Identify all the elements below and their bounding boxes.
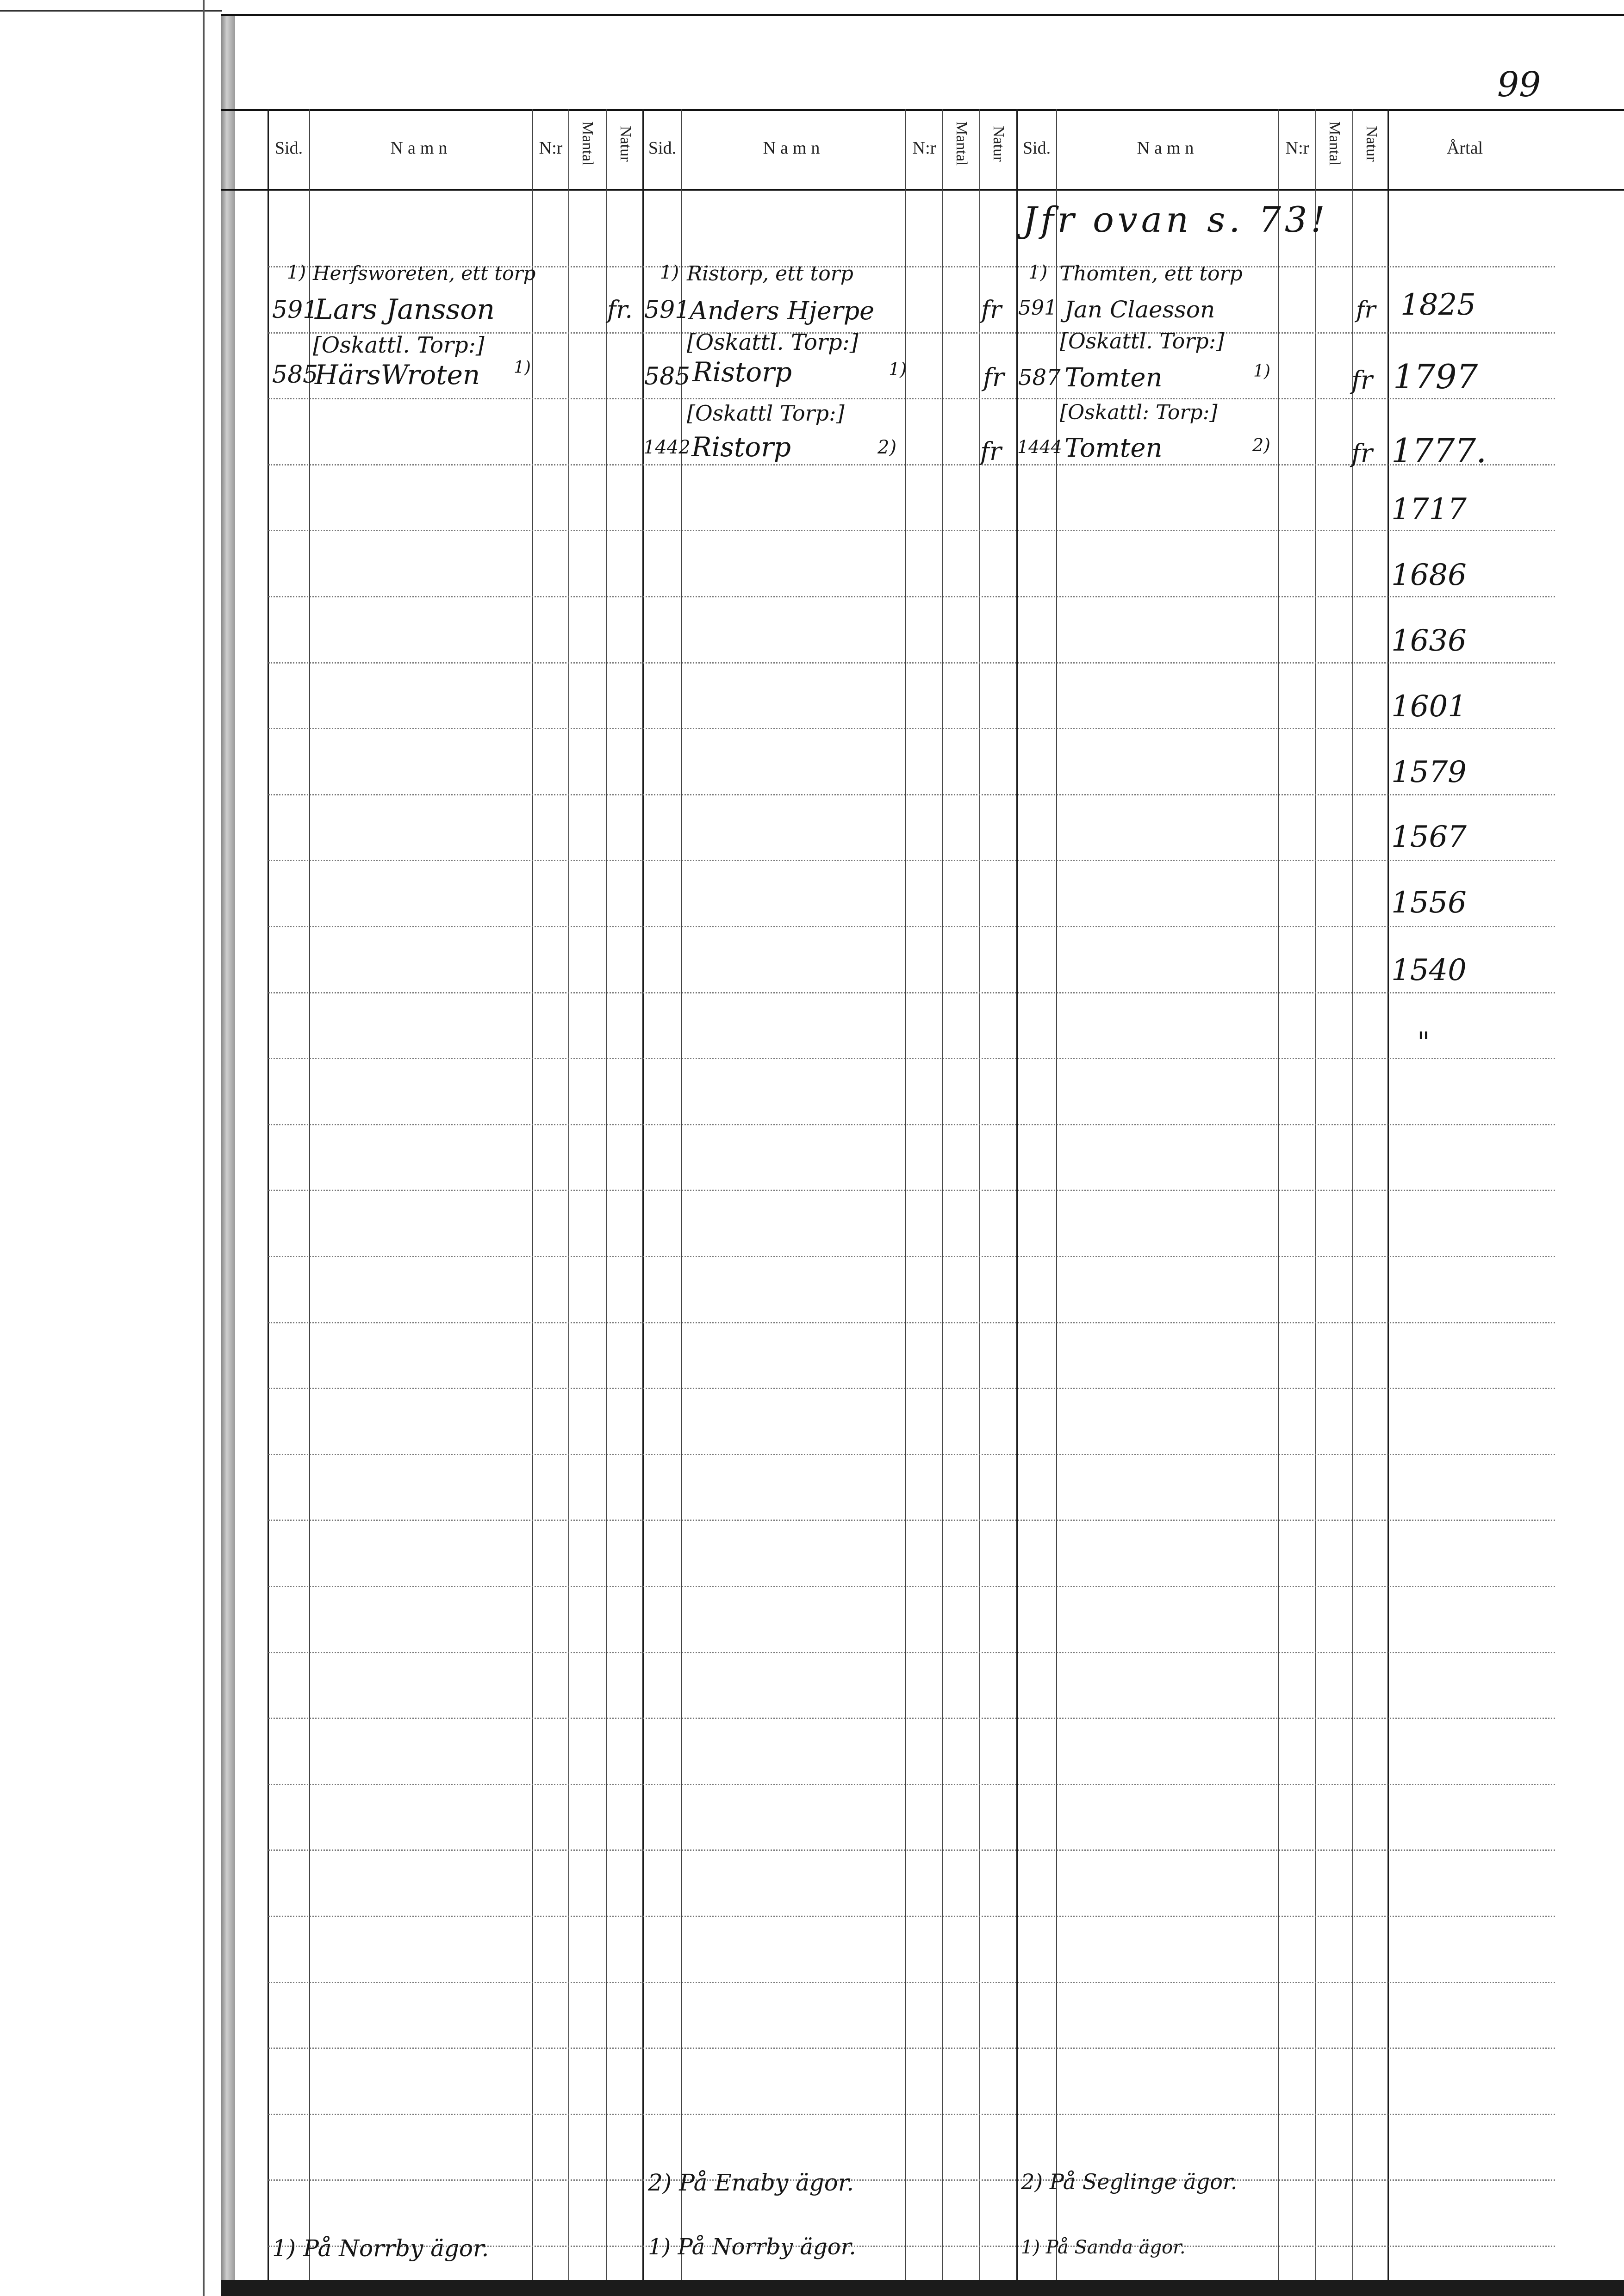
- year-1825: 1825: [1400, 288, 1476, 322]
- binding-strip: [221, 14, 235, 2281]
- g2-row6-sid: 1442: [643, 437, 691, 458]
- col-rule-nr1-left: [532, 109, 533, 2280]
- top-edge-line: [0, 10, 222, 12]
- row-guide-line: [268, 398, 1555, 399]
- header-nr-3: N:r: [1285, 138, 1309, 158]
- page-number: 99: [1497, 65, 1541, 105]
- row-guide-line: [268, 596, 1555, 597]
- g3-row1-sid: 1): [1028, 262, 1048, 283]
- g2-row1-namn: Ristorp, ett torp: [687, 262, 853, 285]
- row-guide-line: [268, 1190, 1555, 1191]
- header-sid-2: Sid.: [648, 138, 677, 158]
- g1-row4-sid: 585: [272, 361, 318, 389]
- row-guide-line: [268, 1849, 1555, 1851]
- g2-footnote-1: 1) På Norrby ägor.: [648, 2234, 856, 2260]
- row-guide-line: [268, 1652, 1555, 1653]
- row-guide-line: [268, 1586, 1555, 1587]
- row-guide-line: [268, 1916, 1555, 1917]
- g2-row4-namn: Ristorp: [692, 356, 792, 388]
- g3-row2-namn: Jan Claesson: [1064, 296, 1215, 323]
- g1-row1-sid: 1): [287, 262, 306, 283]
- g2-row2-natur: fr: [981, 296, 1002, 324]
- col-rule-mantal1-left: [568, 109, 569, 2280]
- header-namn-3: Namn: [1137, 138, 1199, 158]
- year-1636: 1636: [1391, 624, 1467, 658]
- year-1686: 1686: [1391, 558, 1467, 592]
- top-frame-line: [221, 14, 1624, 16]
- g3-row4-namn: Tomten: [1064, 363, 1163, 393]
- row-guide-line: [268, 1718, 1555, 1719]
- g2-row2-namn: Anders Hjerpe: [690, 296, 875, 325]
- g2-row6-namn: Ristorp: [691, 431, 791, 463]
- row-guide-line: [268, 1322, 1555, 1323]
- g2-row6-natur: fr: [980, 437, 1002, 466]
- col-rule-sid2-right: [681, 109, 682, 2280]
- g1-row3-namn: [Oskattl. Torp:]: [313, 332, 485, 358]
- g3-row6-sid: 1444: [1017, 437, 1062, 457]
- g1-row1-namn: Herfsworeten, ett torp: [313, 262, 536, 285]
- g3-row5-namn: [Oskattl: Torp:]: [1060, 401, 1218, 424]
- left-margin-line: [203, 0, 205, 2296]
- header-mantal-3: Mantal: [1326, 121, 1343, 166]
- g3-row1-namn: Thomten, ett torp: [1060, 262, 1243, 285]
- header-artal: Årtal: [1446, 138, 1483, 158]
- col-rule-nr3-left: [1278, 109, 1279, 2280]
- cross-reference-note: Jfr ovan s. 73!: [1023, 199, 1329, 240]
- row-guide-line: [268, 794, 1555, 795]
- year-1540: 1540: [1391, 953, 1467, 987]
- row-guide-line: [268, 1784, 1555, 1785]
- row-guide-line: [268, 1520, 1555, 1521]
- g2-row2-sid: 591: [644, 296, 691, 324]
- g1-row2-namn: Lars Jansson: [315, 293, 495, 326]
- g1-footnote: 1) På Norrby ägor.: [272, 2235, 489, 2262]
- header-top-rule: [221, 109, 1624, 111]
- g2-row1-sid: 1): [660, 262, 679, 283]
- row-guide-line: [268, 530, 1555, 531]
- g1-row2-natur: fr.: [607, 296, 633, 324]
- row-guide-line: [268, 926, 1555, 927]
- year-1717: 1717: [1391, 492, 1467, 527]
- header-natur-3: Natur: [1363, 126, 1380, 162]
- row-guide-line: [268, 728, 1555, 729]
- row-guide-line: [268, 1124, 1555, 1125]
- header-namn-2: Namn: [763, 138, 825, 158]
- col-rule-natur1-left: [606, 109, 607, 2280]
- col-rule-sid1-right: [309, 109, 310, 2280]
- row-guide-line: [268, 2048, 1555, 2049]
- row-guide-line: [268, 662, 1555, 664]
- g3-row4-ref: 1): [1253, 362, 1270, 381]
- header-bottom-rule: [221, 189, 1624, 191]
- g3-footnote-2: 2) På Seglinge ägor.: [1021, 2169, 1238, 2194]
- header-mantal-2: Mantal: [953, 121, 970, 166]
- header-namn-1: Namn: [390, 138, 452, 158]
- row-guide-line: [268, 1454, 1555, 1455]
- row-guide-line: [268, 992, 1555, 993]
- col-rule-group2-left: [642, 109, 644, 2280]
- col-rule-mantal2-left: [942, 109, 943, 2280]
- g2-row4-natur: fr: [983, 363, 1004, 392]
- header-nr-2: N:r: [912, 138, 936, 158]
- g3-row2-sid: 591: [1018, 296, 1057, 320]
- g3-row2-natur: fr: [1356, 296, 1376, 323]
- g1-row2-sid: 591: [272, 296, 318, 324]
- header-natur-1: Natur: [617, 126, 634, 162]
- g3-row4-natur: fr: [1351, 366, 1373, 395]
- g1-row4-ref: 1): [514, 358, 531, 377]
- g2-row5-namn: [Oskattl Torp:]: [687, 401, 845, 426]
- row-guide-line: [268, 1058, 1555, 1059]
- year-1579: 1579: [1391, 755, 1467, 789]
- row-guide-line: [268, 1256, 1555, 1257]
- header-nr-1: N:r: [539, 138, 563, 158]
- g3-footnote-1: 1) På Sanda ägor.: [1021, 2237, 1186, 2258]
- col-rule-sid1-left: [268, 109, 269, 2280]
- year-1556: 1556: [1391, 886, 1467, 920]
- g3-row6-ref: 2): [1252, 435, 1271, 455]
- col-rule-year-left: [1388, 109, 1389, 2280]
- header-natur-2: Natur: [990, 126, 1007, 162]
- year-1797: 1797: [1393, 357, 1478, 396]
- col-rule-natur2-left: [979, 109, 980, 2280]
- year-1567: 1567: [1391, 820, 1467, 854]
- g3-row6-namn: Tomten: [1064, 433, 1163, 463]
- row-guide-line: [268, 2114, 1555, 2115]
- col-rule-sid3-right: [1056, 109, 1057, 2280]
- year-1777: 1777.: [1391, 431, 1487, 470]
- year-ditto-mark: ": [1417, 1026, 1430, 1059]
- col-rule-nr2-left: [905, 109, 906, 2280]
- col-rule-group3-left: [1016, 109, 1018, 2280]
- header-sid-1: Sid.: [274, 138, 303, 158]
- g3-row4-sid: 587: [1018, 365, 1061, 391]
- row-guide-line: [268, 860, 1555, 861]
- row-guide-line: [268, 1982, 1555, 1983]
- g3-row6-natur: fr: [1351, 439, 1373, 468]
- g2-row6-ref: 2): [877, 437, 897, 458]
- year-1601: 1601: [1391, 689, 1467, 724]
- header-mantal-1: Mantal: [579, 121, 596, 166]
- col-rule-natur3-left: [1352, 109, 1353, 2280]
- header-sid-3: Sid.: [1022, 138, 1051, 158]
- g3-row3-namn: [Oskattl. Torp:]: [1060, 329, 1225, 354]
- g2-footnote-2: 2) På Enaby ägor.: [648, 2169, 854, 2196]
- g2-row4-sid: 585: [644, 363, 691, 391]
- g2-row3-namn: [Oskattl. Torp:]: [687, 329, 859, 355]
- col-rule-mantal3-left: [1315, 109, 1316, 2280]
- g1-row4-namn: HärsWroten: [315, 359, 480, 391]
- bottom-edge: [221, 2280, 1624, 2296]
- row-guide-line: [268, 2179, 1555, 2181]
- row-guide-line: [268, 1388, 1555, 1389]
- g2-row4-ref: 1): [889, 359, 907, 379]
